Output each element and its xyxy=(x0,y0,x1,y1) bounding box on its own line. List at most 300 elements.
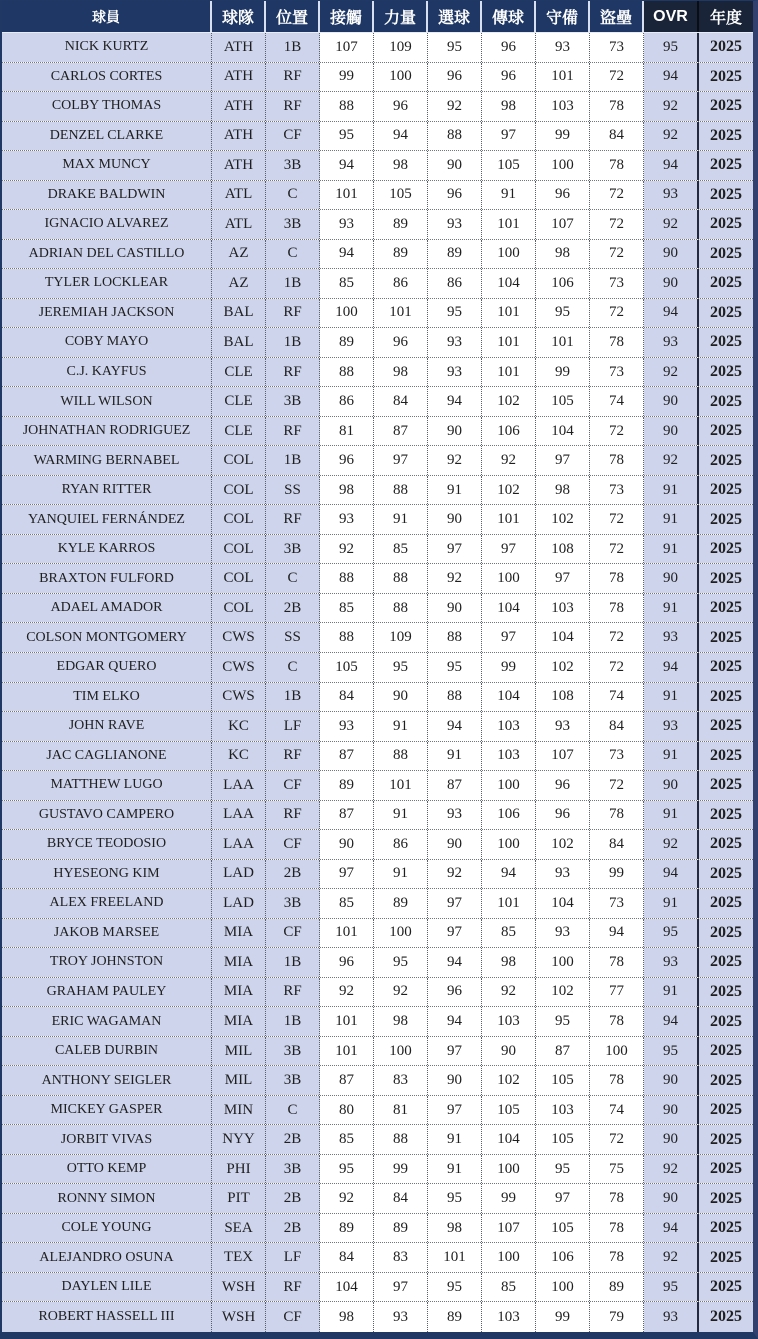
year-cell: 2025 xyxy=(699,1007,753,1036)
ovr-cell: 93 xyxy=(644,328,699,357)
fielding-cell: 100 xyxy=(536,948,590,977)
team-cell: ATH xyxy=(212,122,266,151)
player-cell: COBY MAYO xyxy=(2,328,212,357)
player-cell: TROY JOHNSTON xyxy=(2,948,212,977)
fielding-cell: 103 xyxy=(536,92,590,121)
throwing-cell: 90 xyxy=(482,1037,536,1066)
table-row xyxy=(2,623,753,653)
player-cell: CARLOS CORTES xyxy=(2,63,212,92)
position-cell: 3B xyxy=(266,387,320,416)
eye-cell: 92 xyxy=(428,564,482,593)
power-cell: 94 xyxy=(374,122,428,151)
table-row xyxy=(2,122,753,152)
power-cell: 98 xyxy=(374,151,428,180)
column-header-fielding: 守備 xyxy=(536,1,590,32)
stealing-cell: 78 xyxy=(590,328,644,357)
throwing-cell: 106 xyxy=(482,417,536,446)
stealing-cell: 78 xyxy=(590,564,644,593)
throwing-cell: 99 xyxy=(482,653,536,682)
player-cell: ADRIAN DEL CASTILLO xyxy=(2,240,212,269)
column-header-contact: 接觸 xyxy=(320,1,374,32)
player-cell: DAYLEN LILE xyxy=(2,1273,212,1302)
position-cell: C xyxy=(266,564,320,593)
year-cell: 2025 xyxy=(699,33,753,62)
table-row xyxy=(2,683,753,713)
year-cell: 2025 xyxy=(699,653,753,682)
ovr-cell: 90 xyxy=(644,564,699,593)
year-cell: 2025 xyxy=(699,1096,753,1125)
year-cell: 2025 xyxy=(699,269,753,298)
year-cell: 2025 xyxy=(699,358,753,387)
table-row xyxy=(2,358,753,388)
ovr-cell: 95 xyxy=(644,33,699,62)
position-cell: 3B xyxy=(266,210,320,239)
throwing-cell: 102 xyxy=(482,476,536,505)
player-cell: COLBY THOMAS xyxy=(2,92,212,121)
stealing-cell: 73 xyxy=(590,269,644,298)
year-cell: 2025 xyxy=(699,210,753,239)
team-cell: COL xyxy=(212,535,266,564)
position-cell: C xyxy=(266,1096,320,1125)
throwing-cell: 92 xyxy=(482,978,536,1007)
stealing-cell: 72 xyxy=(590,181,644,210)
power-cell: 93 xyxy=(374,1302,428,1332)
contact-cell: 101 xyxy=(320,181,374,210)
player-cell: TYLER LOCKLEAR xyxy=(2,269,212,298)
table-row xyxy=(2,1037,753,1067)
team-cell: BAL xyxy=(212,299,266,328)
player-cell: WARMING BERNABEL xyxy=(2,446,212,475)
year-cell: 2025 xyxy=(699,299,753,328)
table-row xyxy=(2,1007,753,1037)
power-cell: 100 xyxy=(374,63,428,92)
eye-cell: 90 xyxy=(428,505,482,534)
eye-cell: 97 xyxy=(428,919,482,948)
table-row xyxy=(2,1243,753,1273)
eye-cell: 93 xyxy=(428,358,482,387)
stealing-cell: 84 xyxy=(590,122,644,151)
year-cell: 2025 xyxy=(699,623,753,652)
team-cell: ATL xyxy=(212,210,266,239)
year-cell: 2025 xyxy=(699,712,753,741)
power-cell: 97 xyxy=(374,1273,428,1302)
player-cell: EDGAR QUERO xyxy=(2,653,212,682)
stealing-cell: 78 xyxy=(590,1184,644,1213)
position-cell: 3B xyxy=(266,889,320,918)
contact-cell: 89 xyxy=(320,328,374,357)
player-cell: KYLE KARROS xyxy=(2,535,212,564)
power-cell: 88 xyxy=(374,564,428,593)
position-cell: SS xyxy=(266,476,320,505)
position-cell: 2B xyxy=(266,1214,320,1243)
column-header-power: 力量 xyxy=(374,1,428,32)
team-cell: BAL xyxy=(212,328,266,357)
eye-cell: 95 xyxy=(428,653,482,682)
year-cell: 2025 xyxy=(699,92,753,121)
throwing-cell: 98 xyxy=(482,948,536,977)
fielding-cell: 102 xyxy=(536,978,590,1007)
position-cell: RF xyxy=(266,358,320,387)
stealing-cell: 72 xyxy=(590,653,644,682)
throwing-cell: 101 xyxy=(482,358,536,387)
fielding-cell: 95 xyxy=(536,1155,590,1184)
position-cell: 1B xyxy=(266,683,320,712)
fielding-cell: 105 xyxy=(536,1125,590,1154)
table-header-row xyxy=(2,1,753,33)
stealing-cell: 78 xyxy=(590,948,644,977)
power-cell: 96 xyxy=(374,92,428,121)
position-cell: RF xyxy=(266,505,320,534)
power-cell: 84 xyxy=(374,1184,428,1213)
power-cell: 100 xyxy=(374,1037,428,1066)
ovr-cell: 92 xyxy=(644,358,699,387)
player-cell: WILL WILSON xyxy=(2,387,212,416)
table-row xyxy=(2,889,753,919)
table-row xyxy=(2,1125,753,1155)
team-cell: CLE xyxy=(212,417,266,446)
fielding-cell: 93 xyxy=(536,919,590,948)
throwing-cell: 100 xyxy=(482,771,536,800)
contact-cell: 88 xyxy=(320,623,374,652)
eye-cell: 92 xyxy=(428,92,482,121)
player-cell: IGNACIO ALVAREZ xyxy=(2,210,212,239)
throwing-cell: 101 xyxy=(482,505,536,534)
fielding-cell: 97 xyxy=(536,564,590,593)
stealing-cell: 73 xyxy=(590,33,644,62)
position-cell: 3B xyxy=(266,1066,320,1095)
power-cell: 90 xyxy=(374,683,428,712)
fielding-cell: 93 xyxy=(536,712,590,741)
table-row xyxy=(2,564,753,594)
power-cell: 99 xyxy=(374,1155,428,1184)
contact-cell: 96 xyxy=(320,948,374,977)
year-cell: 2025 xyxy=(699,683,753,712)
throwing-cell: 104 xyxy=(482,1125,536,1154)
stealing-cell: 72 xyxy=(590,210,644,239)
fielding-cell: 99 xyxy=(536,122,590,151)
stealing-cell: 72 xyxy=(590,1125,644,1154)
eye-cell: 90 xyxy=(428,594,482,623)
year-cell: 2025 xyxy=(699,1037,753,1066)
ovr-cell: 91 xyxy=(644,476,699,505)
team-cell: LAA xyxy=(212,801,266,830)
team-cell: MIA xyxy=(212,978,266,1007)
ovr-cell: 95 xyxy=(644,1037,699,1066)
stealing-cell: 73 xyxy=(590,358,644,387)
position-cell: 3B xyxy=(266,151,320,180)
stealing-cell: 78 xyxy=(590,1066,644,1095)
eye-cell: 91 xyxy=(428,1155,482,1184)
team-cell: ATH xyxy=(212,63,266,92)
column-header-eye: 選球 xyxy=(428,1,482,32)
team-cell: LAA xyxy=(212,830,266,859)
column-header-player: 球員 xyxy=(2,1,212,32)
player-cell: BRYCE TEODOSIO xyxy=(2,830,212,859)
power-cell: 88 xyxy=(374,742,428,771)
contact-cell: 90 xyxy=(320,830,374,859)
position-cell: CF xyxy=(266,122,320,151)
contact-cell: 104 xyxy=(320,1273,374,1302)
position-cell: CF xyxy=(266,771,320,800)
contact-cell: 107 xyxy=(320,33,374,62)
ovr-cell: 91 xyxy=(644,742,699,771)
power-cell: 98 xyxy=(374,358,428,387)
eye-cell: 93 xyxy=(428,210,482,239)
team-cell: COL xyxy=(212,564,266,593)
team-cell: CLE xyxy=(212,358,266,387)
team-cell: PIT xyxy=(212,1184,266,1213)
contact-cell: 94 xyxy=(320,240,374,269)
fielding-cell: 98 xyxy=(536,240,590,269)
eye-cell: 101 xyxy=(428,1243,482,1272)
throwing-cell: 101 xyxy=(482,889,536,918)
ovr-cell: 94 xyxy=(644,1214,699,1243)
ovr-cell: 91 xyxy=(644,801,699,830)
stealing-cell: 99 xyxy=(590,860,644,889)
eye-cell: 97 xyxy=(428,1037,482,1066)
ovr-cell: 90 xyxy=(644,417,699,446)
stealing-cell: 75 xyxy=(590,1155,644,1184)
team-cell: CLE xyxy=(212,387,266,416)
contact-cell: 86 xyxy=(320,387,374,416)
power-cell: 83 xyxy=(374,1066,428,1095)
eye-cell: 94 xyxy=(428,712,482,741)
contact-cell: 92 xyxy=(320,535,374,564)
year-cell: 2025 xyxy=(699,889,753,918)
table-body xyxy=(2,33,753,1332)
fielding-cell: 102 xyxy=(536,505,590,534)
power-cell: 92 xyxy=(374,978,428,1007)
fielding-cell: 104 xyxy=(536,417,590,446)
ovr-cell: 90 xyxy=(644,1066,699,1095)
throwing-cell: 103 xyxy=(482,742,536,771)
throwing-cell: 104 xyxy=(482,594,536,623)
ovr-cell: 94 xyxy=(644,653,699,682)
player-cell: MATTHEW LUGO xyxy=(2,771,212,800)
stealing-cell: 78 xyxy=(590,92,644,121)
year-cell: 2025 xyxy=(699,417,753,446)
position-cell: 2B xyxy=(266,860,320,889)
table-row xyxy=(2,1096,753,1126)
power-cell: 91 xyxy=(374,712,428,741)
power-cell: 83 xyxy=(374,1243,428,1272)
eye-cell: 97 xyxy=(428,889,482,918)
eye-cell: 95 xyxy=(428,299,482,328)
power-cell: 86 xyxy=(374,830,428,859)
player-cell: HYESEONG KIM xyxy=(2,860,212,889)
eye-cell: 90 xyxy=(428,151,482,180)
throwing-cell: 96 xyxy=(482,33,536,62)
team-cell: CWS xyxy=(212,683,266,712)
year-cell: 2025 xyxy=(699,771,753,800)
fielding-cell: 93 xyxy=(536,860,590,889)
year-cell: 2025 xyxy=(699,1125,753,1154)
fielding-cell: 103 xyxy=(536,1096,590,1125)
throwing-cell: 94 xyxy=(482,860,536,889)
year-cell: 2025 xyxy=(699,594,753,623)
team-cell: WSH xyxy=(212,1273,266,1302)
contact-cell: 85 xyxy=(320,269,374,298)
contact-cell: 89 xyxy=(320,771,374,800)
year-cell: 2025 xyxy=(699,63,753,92)
power-cell: 89 xyxy=(374,1214,428,1243)
position-cell: C xyxy=(266,240,320,269)
eye-cell: 89 xyxy=(428,1302,482,1332)
column-header-stealing: 盜壘 xyxy=(590,1,644,32)
team-cell: MIA xyxy=(212,919,266,948)
contact-cell: 94 xyxy=(320,151,374,180)
year-cell: 2025 xyxy=(699,151,753,180)
power-cell: 88 xyxy=(374,476,428,505)
team-cell: MIL xyxy=(212,1066,266,1095)
throwing-cell: 105 xyxy=(482,1096,536,1125)
year-cell: 2025 xyxy=(699,801,753,830)
column-header-position: 位置 xyxy=(266,1,320,32)
power-cell: 96 xyxy=(374,328,428,357)
fielding-cell: 93 xyxy=(536,33,590,62)
fielding-cell: 102 xyxy=(536,830,590,859)
throwing-cell: 103 xyxy=(482,1302,536,1332)
table-row xyxy=(2,1066,753,1096)
contact-cell: 85 xyxy=(320,1125,374,1154)
player-cell: GUSTAVO CAMPERO xyxy=(2,801,212,830)
team-cell: KC xyxy=(212,712,266,741)
eye-cell: 87 xyxy=(428,771,482,800)
position-cell: 3B xyxy=(266,1037,320,1066)
fielding-cell: 102 xyxy=(536,653,590,682)
stealing-cell: 78 xyxy=(590,801,644,830)
eye-cell: 92 xyxy=(428,860,482,889)
year-cell: 2025 xyxy=(699,1066,753,1095)
contact-cell: 98 xyxy=(320,1302,374,1332)
team-cell: CWS xyxy=(212,623,266,652)
year-cell: 2025 xyxy=(699,564,753,593)
power-cell: 88 xyxy=(374,594,428,623)
fielding-cell: 98 xyxy=(536,476,590,505)
power-cell: 109 xyxy=(374,33,428,62)
fielding-cell: 101 xyxy=(536,328,590,357)
contact-cell: 99 xyxy=(320,63,374,92)
year-cell: 2025 xyxy=(699,240,753,269)
ovr-cell: 95 xyxy=(644,919,699,948)
fielding-cell: 108 xyxy=(536,535,590,564)
fielding-cell: 103 xyxy=(536,594,590,623)
player-cell: OTTO KEMP xyxy=(2,1155,212,1184)
fielding-cell: 108 xyxy=(536,683,590,712)
table-row xyxy=(2,446,753,476)
stealing-cell: 79 xyxy=(590,1302,644,1332)
position-cell: 1B xyxy=(266,328,320,357)
stealing-cell: 78 xyxy=(590,594,644,623)
stealing-cell: 73 xyxy=(590,742,644,771)
year-cell: 2025 xyxy=(699,387,753,416)
throwing-cell: 100 xyxy=(482,830,536,859)
fielding-cell: 99 xyxy=(536,1302,590,1332)
position-cell: RF xyxy=(266,299,320,328)
position-cell: 3B xyxy=(266,1155,320,1184)
throwing-cell: 96 xyxy=(482,63,536,92)
position-cell: RF xyxy=(266,1273,320,1302)
year-cell: 2025 xyxy=(699,1302,753,1332)
ovr-cell: 92 xyxy=(644,92,699,121)
ovr-cell: 94 xyxy=(644,151,699,180)
eye-cell: 94 xyxy=(428,948,482,977)
eye-cell: 90 xyxy=(428,1066,482,1095)
stealing-cell: 89 xyxy=(590,1273,644,1302)
eye-cell: 96 xyxy=(428,978,482,1007)
power-cell: 91 xyxy=(374,860,428,889)
column-header-team: 球隊 xyxy=(212,1,266,32)
fielding-cell: 95 xyxy=(536,299,590,328)
ovr-cell: 90 xyxy=(644,240,699,269)
stealing-cell: 78 xyxy=(590,446,644,475)
player-cell: C.J. KAYFUS xyxy=(2,358,212,387)
contact-cell: 95 xyxy=(320,122,374,151)
throwing-cell: 107 xyxy=(482,1214,536,1243)
contact-cell: 85 xyxy=(320,889,374,918)
fielding-cell: 106 xyxy=(536,1243,590,1272)
team-cell: MIN xyxy=(212,1096,266,1125)
table-row xyxy=(2,919,753,949)
table-row xyxy=(2,417,753,447)
fielding-cell: 99 xyxy=(536,358,590,387)
ovr-cell: 91 xyxy=(644,505,699,534)
team-cell: MIL xyxy=(212,1037,266,1066)
position-cell: RF xyxy=(266,978,320,1007)
player-cell: JAKOB MARSEE xyxy=(2,919,212,948)
power-cell: 91 xyxy=(374,801,428,830)
stealing-cell: 74 xyxy=(590,683,644,712)
throwing-cell: 100 xyxy=(482,564,536,593)
contact-cell: 87 xyxy=(320,801,374,830)
position-cell: 2B xyxy=(266,1184,320,1213)
throwing-cell: 103 xyxy=(482,712,536,741)
ovr-cell: 90 xyxy=(644,387,699,416)
position-cell: RF xyxy=(266,63,320,92)
fielding-cell: 100 xyxy=(536,1273,590,1302)
ovr-cell: 91 xyxy=(644,978,699,1007)
player-cell: COLE YOUNG xyxy=(2,1214,212,1243)
eye-cell: 88 xyxy=(428,683,482,712)
power-cell: 89 xyxy=(374,889,428,918)
stealing-cell: 78 xyxy=(590,1243,644,1272)
throwing-cell: 101 xyxy=(482,210,536,239)
eye-cell: 95 xyxy=(428,1184,482,1213)
contact-cell: 93 xyxy=(320,712,374,741)
player-cell: RONNY SIMON xyxy=(2,1184,212,1213)
eye-cell: 93 xyxy=(428,801,482,830)
ovr-cell: 92 xyxy=(644,830,699,859)
stealing-cell: 100 xyxy=(590,1037,644,1066)
stealing-cell: 78 xyxy=(590,151,644,180)
throwing-cell: 97 xyxy=(482,623,536,652)
stealing-cell: 72 xyxy=(590,505,644,534)
throwing-cell: 106 xyxy=(482,801,536,830)
table-row xyxy=(2,328,753,358)
table-row xyxy=(2,240,753,270)
ovr-cell: 92 xyxy=(644,1243,699,1272)
stealing-cell: 94 xyxy=(590,919,644,948)
contact-cell: 105 xyxy=(320,653,374,682)
throwing-cell: 100 xyxy=(482,1155,536,1184)
power-cell: 81 xyxy=(374,1096,428,1125)
ovr-cell: 91 xyxy=(644,594,699,623)
eye-cell: 98 xyxy=(428,1214,482,1243)
year-cell: 2025 xyxy=(699,1214,753,1243)
team-cell: MIA xyxy=(212,1007,266,1036)
contact-cell: 88 xyxy=(320,92,374,121)
contact-cell: 88 xyxy=(320,564,374,593)
